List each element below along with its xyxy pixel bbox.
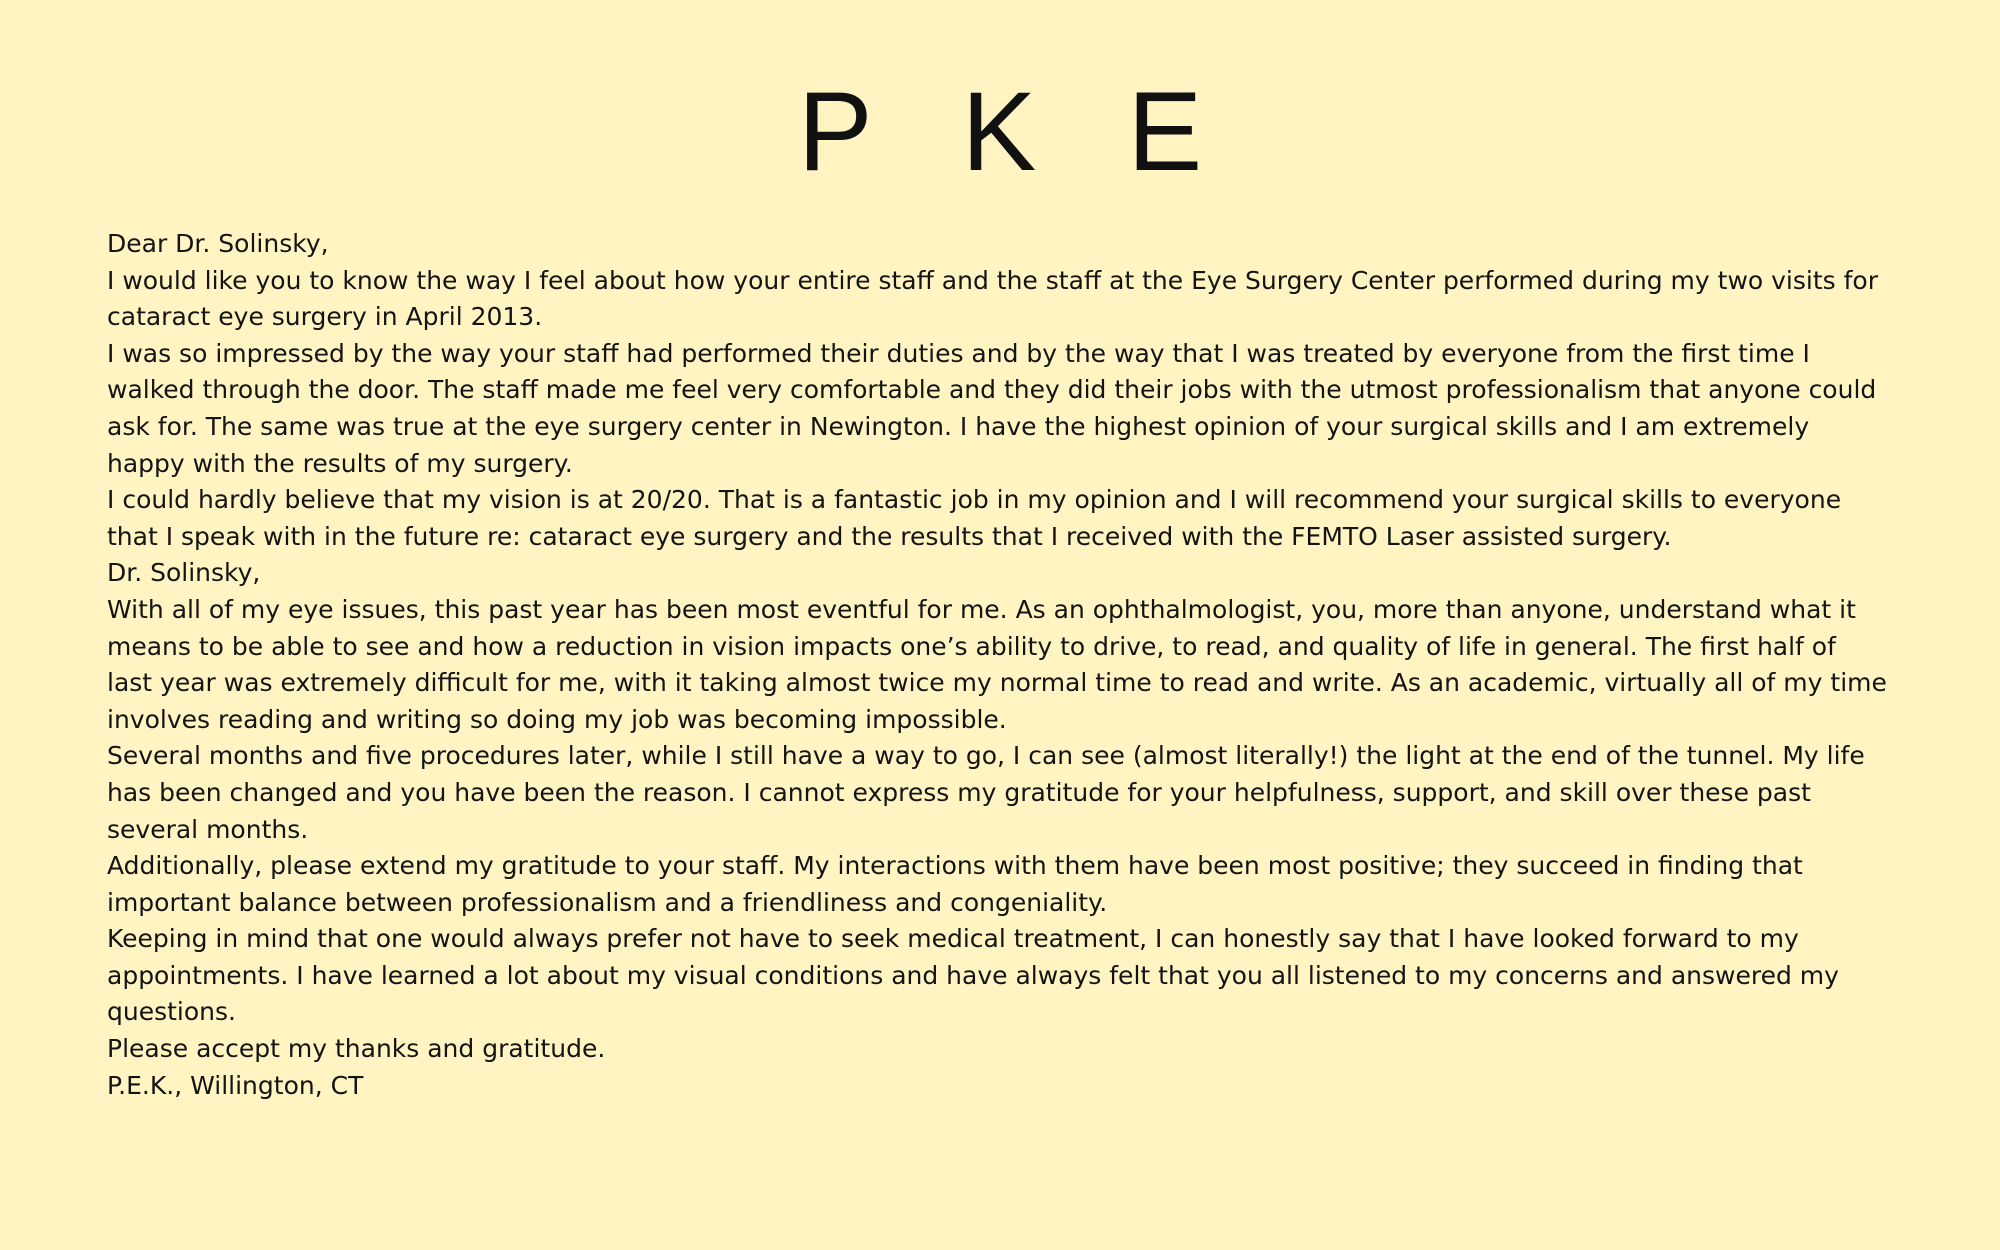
letter-paragraph: With all of my eye issues, this past year has been most eventful for me. As an ophthalmologist, you, more than anyone, understand what it means to be able to see and how a reduction in vision impacts one’s ability to drive, to read, and quality of life in general. The first half of last year was extremely difficult for me, with it taking almost twice my normal time to read and write. As an academic, virtually all of my time involves reading and writing so doing my job was becoming impossible. xyxy=(107,594,1887,734)
letter-paragraph: I would like you to know the way I feel about how your entire staff and the staff at the Eye Surgery Center performed during my two visits for cataract eye surgery in April 2013. xyxy=(107,265,1878,332)
letter-signature: P.E.K., Willington, CT xyxy=(107,1070,364,1100)
letter-paragraph: I could hardly believe that my vision is at 20/20. That is a fantastic job in my opinion and I will recommend your surgical skills to everyone that I speak with in the future re: cataract eye surgery and the results that I received with the FEMTO Laser assisted surgery. xyxy=(107,485,1842,551)
letter-salutation: Dr. Solinsky, xyxy=(107,558,261,588)
letter-paragraph: Additionally, please extend my gratitude to your staff. My interactions with them have been most positive; they succeed in finding that important balance between professionalism and a friendliness and congeniality. xyxy=(107,851,1803,917)
letter-closing: Please accept my thanks and gratitude. xyxy=(107,1034,606,1064)
letter-paragraph: Keeping in mind that one would always prefer not have to seek medical treatment, I can honestly say that I have looked forward to my appointments. I have learned a lot about my visual conditions and have always felt that you all listened to my concerns and answered my questions. xyxy=(107,924,1839,1027)
testimonial-letter xyxy=(107,226,1887,1104)
page-title: P K E xyxy=(797,69,1233,194)
letter-paragraph: I was so impressed by the way your staff had performed their duties and by the way that I was treated by everyone from the first time I walked through the door. The staff made me feel very comfortable and they did their jobs with the utmost professionalism that anyone could ask for. The same was true at the eye surgery center in Newington. I have the highest opinion of your surgical skills and I am extremely happy with the results of my surgery. xyxy=(107,338,1877,478)
letter-salutation: Dear Dr. Solinsky, xyxy=(107,229,329,258)
letter-paragraph: Several months and five procedures later, while I still have a way to go, I can see (almost literally!) the light at the end of the tunnel. My life has been changed and you have been the reason. I cannot express my gratitude for your helpfulness, support, and skill over these past several months. xyxy=(107,741,1865,844)
